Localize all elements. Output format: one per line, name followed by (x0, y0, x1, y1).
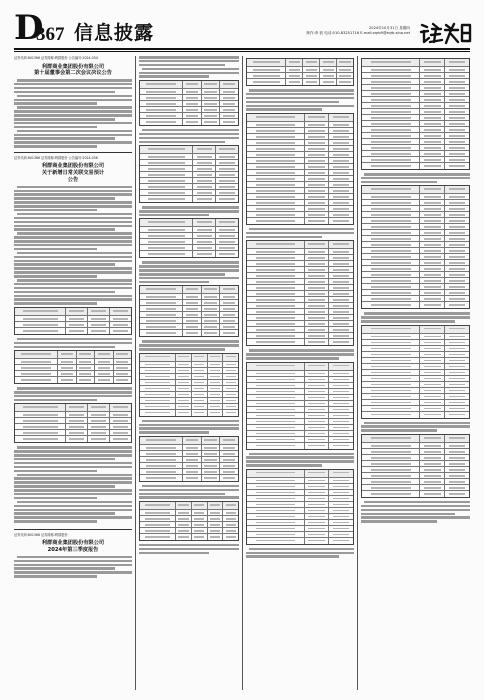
company-name: 利群商业集团股份有限公司 (41, 63, 105, 70)
notice-3 (14, 529, 132, 578)
column-divider (242, 56, 243, 690)
notice-heading: 2024年第三季度报告 (47, 547, 99, 554)
data-table (246, 58, 354, 86)
data-table (14, 307, 132, 335)
data-table (139, 501, 239, 541)
issue-meta (300, 26, 410, 36)
issue-date: 2024年10月31日 星期四 (369, 26, 410, 30)
data-table (139, 145, 239, 203)
section-title: 信息披露 (74, 22, 155, 44)
stock-code-line: 证券代码:601366 证券简称:利群股份 公告编号:2024-054 (14, 56, 98, 60)
data-table (361, 325, 470, 419)
page-number: 367 (36, 24, 65, 45)
data-table (14, 350, 132, 384)
masthead (14, 10, 470, 50)
column-2 (139, 56, 239, 690)
data-table (361, 58, 470, 170)
notice-2 (14, 152, 132, 523)
notice-heading: 关于新增日常关联交易预计 (41, 170, 105, 177)
data-table (139, 285, 239, 337)
page-letter: D (14, 8, 43, 48)
company-name: 利群商业集团股份有限公司 (41, 163, 105, 170)
data-table (14, 403, 132, 443)
data-table (139, 436, 239, 482)
notice-body (14, 79, 132, 148)
data-table (246, 240, 354, 346)
notice-title (14, 540, 132, 554)
data-table (139, 353, 239, 417)
notice-body (14, 186, 132, 305)
data-table (246, 469, 354, 545)
column-3 (246, 56, 354, 690)
newspaper-logo-icon (418, 19, 476, 47)
masthead-rule-thin (14, 51, 470, 52)
data-table (139, 80, 239, 126)
notice-heading-line2: 公告 (67, 176, 79, 183)
column-1 (14, 56, 132, 690)
stock-code-line: 证券代码:601366 证券简称:利群股份 (14, 532, 68, 537)
notice-title (14, 163, 132, 183)
contact-line: 制作:李 波 电话:010-83251716 E-mail:zqrb9@zqrb.sina.net (306, 31, 410, 35)
column-divider (357, 56, 358, 690)
column-4 (361, 56, 470, 690)
data-table (246, 362, 354, 450)
notice-title (14, 64, 132, 78)
data-table (361, 434, 470, 498)
company-name: 利群商业集团股份有限公司 (41, 540, 105, 547)
masthead-rule (14, 48, 470, 50)
stock-code-line: 证券代码:601366 证券简称:利群股份 公告编号:2024-056 (14, 155, 98, 160)
data-table (246, 113, 354, 225)
notice-heading: 第十届董事会第二次会议决议公告 (34, 70, 112, 77)
column-divider (135, 56, 136, 690)
data-table (361, 185, 470, 309)
data-table (139, 218, 239, 258)
